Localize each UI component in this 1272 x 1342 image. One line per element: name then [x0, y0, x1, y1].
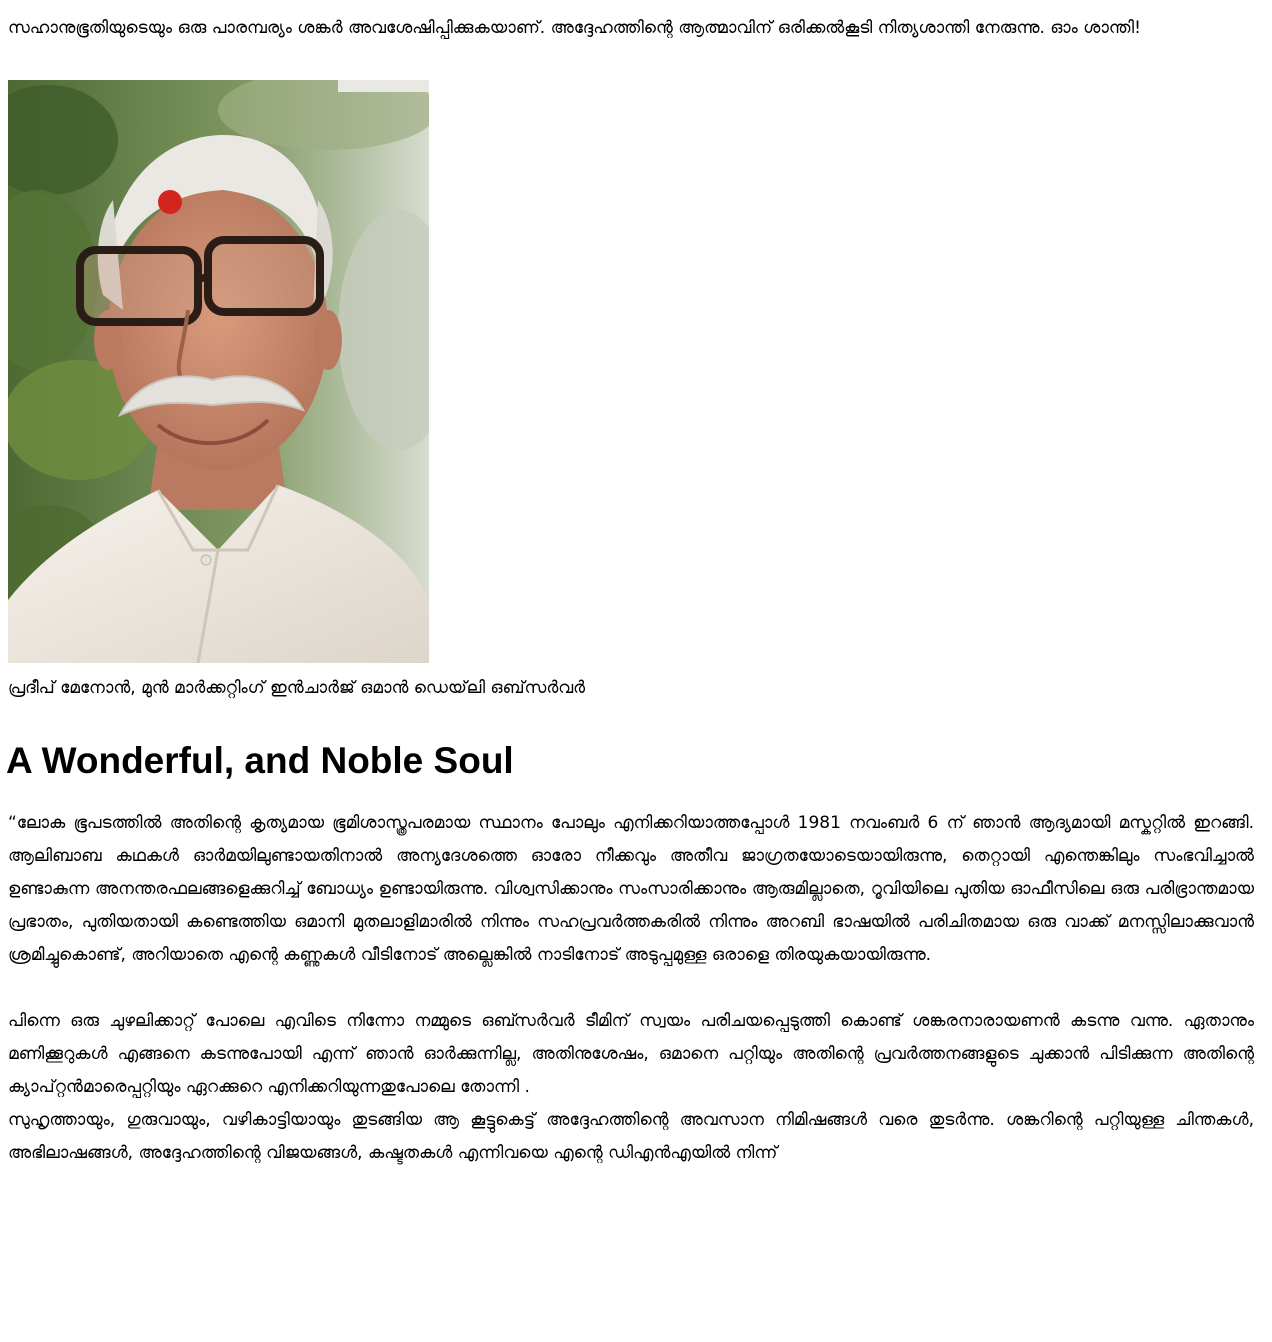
body-paragraph-3: സുഹൃത്തായും, ഗുരുവായും, വഴികാട്ടിയായും തുടങ്ങിയ ആ കൂട്ടുകെട്ട് അദ്ദേഹത്തിന്റെ അവസാന നിമിഷങ്ങൾ വരെ തുടർന്നു. ശങ്കറിന്റെ പറ്റിയുള്ള ചിന്തകൾ, അഭിലാഷങ്ങൾ, അദ്ദേഹത്തിന്റെ വിജയങ്ങൾ, കഷ്ടതകൾ എന്നിവയെ എന്റെ ഡിഎൻഎയിൽ നിന്ന്	[8, 1110, 1254, 1163]
photo-caption: പ്രദീപ് മേനോൻ, മുൻ മാർക്കറ്റിംഗ് ഇൻചാർജ് ഒമാൻ ഡെയ്‌ലി ഒബ്‌സർവർ	[8, 678, 586, 698]
portrait-photo	[8, 80, 429, 663]
intro-paragraph: സഹാനുഭൂതിയുടെയും ഒരു പാരമ്പര്യം ശങ്കർ അവശേഷിപ്പിക്കുകയാണ്. അദ്ദേഹത്തിന്റെ ആത്മാവിന് ഒരിക്കൽകൂടി നിത്യശാന്തി നേരുന്നു. ഓം ശാന്തി!	[8, 18, 1141, 38]
body-paragraph-1: “ലോക ഭൂപടത്തിൽ അതിന്റെ കൃത്യമായ ഭൂമിശാസ്ത്രപരമായ സ്ഥാനം പോലും എനിക്കറിയാത്തപ്പോൾ 1981 നവംബർ 6 ന് ഞാൻ ആദ്യമായി മസ്കറ്റിൽ ഇറങ്ങി. ആലിബാബ കഥകൾ ഓർമയിലുണ്ടായതിനാൽ അന്യദേശത്തെ ഓരോ നീക്കവും അതീവ ജാഗ്രതയോടെയായിരുന്നു, തെറ്റായി എന്തെങ്കിലും സംഭവിച്ചാൽ ഉണ്ടാകുന്ന അനന്തരഫലങ്ങളെക്കുറിച്ച് ബോധ്യം ഉണ്ടായിരുന്നു. വിശ്വസിക്കാനും സംസാരിക്കാനും ആരുമില്ലാതെ, റൂവിയിലെ പുതിയ ഓഫീസിലെ ഒരു പരിഭ്രാന്തമായ പ്രഭാതം, പുതിയതായി കണ്ടെത്തിയ ഒമാനി മുതലാളിമാരിൽ നിന്നും സഹപ്രവർത്തകരിൽ നിന്നും അറബി ഭാഷയിൽ പരിചിതമായ ഒരു വാക്ക് മനസ്സിലാക്കുവാൻ ശ്രമിച്ചുകൊണ്ട്, അറിയാതെ എന്റെ കണ്ണുകൾ വീടിനോട് അല്ലെങ്കിൽ നാടിനോട് അടുപ്പമുള്ള ഒരാളെ തിരയുകയായിരുന്നു.	[8, 813, 1254, 965]
section-heading: A Wonderful, and Noble Soul	[6, 740, 514, 781]
body-paragraph-2: പിന്നെ ഒരു ചുഴലിക്കാറ്റ് പോലെ എവിടെ നിന്നോ നമ്മുടെ ഒബ്സർവർ ടീമിന് സ്വയം പരിചയപ്പെടുത്തി കൊണ്ട് ശങ്കരനാരായണൻ കടന്നു വന്നു. ഏതാനും മണിക്കൂറുകൾ എങ്ങനെ കടന്നുപോയി എന്ന് ഞാൻ ഓർക്കുന്നില്ല, അതിനുശേഷം, ഒമാനെ പറ്റിയും അതിന്റെ പ്രവർത്തനങ്ങളുടെ ചുക്കാൻ പിടിക്കുന്ന അതിന്റെ ക്യാപ്റ്റൻമാരെപ്പറ്റിയും ഏറക്കുറെ എനിക്കറിയുന്നതുപോലെ തോന്നി .	[8, 1011, 1254, 1097]
article-body	[8, 0, 1254, 1170]
portrait-photo-icon	[8, 80, 429, 663]
